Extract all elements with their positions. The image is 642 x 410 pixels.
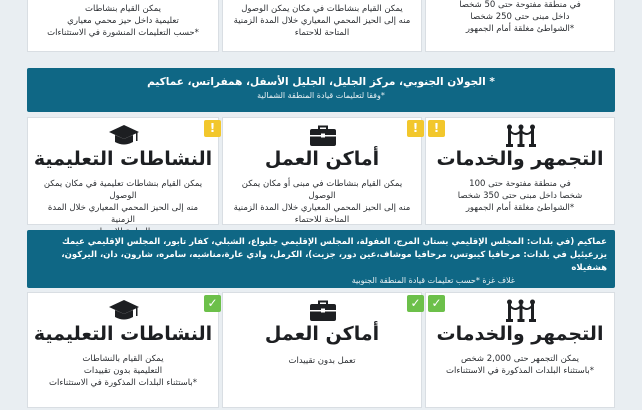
card-workplaces-open [222, 292, 422, 408]
card-education-open-body: يمكن القيام بالنشاطات التعليمية بدون تقييدات *باستثناء البلدات المذكورة في الاستثناءات [48, 354, 198, 388]
card-education [27, 117, 219, 225]
region-banner-center-south-text: عماكيم (في بلدات: المجلس الإقليمي بستان المرج، العفولة، المجلس الإقليمي جلبواع، الشبلي، كفار تابور، المجلس الإقليمي عيمك يزرعيئيل في بلدات: مرحافيا كيبوتس، مرحافيا موشاف،عين دور، جزيت)، الكرمل، وادي عارة،مناشيه، سامره، شارون، دان، اليركون، هشفيلاه [61, 237, 607, 273]
region-banner-north-note: *وفقا لتعليمات قيادة المنطقة الشمالية [257, 91, 385, 100]
region-banner-north-text: * الجولان الجنوبي، مركز الجليل، الجليل الأسفل، همفراتس، عماكيم [147, 76, 495, 88]
check-badge-icon: ✓ [204, 295, 221, 312]
card-crowds-services-title: التجمهر والخدمات [436, 148, 604, 170]
region-banner-center-south [27, 230, 615, 288]
card-workplaces-open-title: أماكن العمل [264, 323, 380, 345]
card-crowds-services-open-title: التجمهر والخدمات [436, 323, 604, 345]
warning-badge-icon: ! [428, 120, 445, 137]
card-workplaces-open-body: تعمل بدون تقييدات [288, 356, 356, 366]
top-card-work-body: يمكن القيام بنشاطات في مكان يمكن الوصول منه إلى الحيز المحمي المعياري خلال المدة الزمنية المتاحة للاحتماء [233, 4, 411, 38]
top-card-work [222, 0, 422, 52]
briefcase-icon [309, 300, 337, 322]
stanchion-rope-icon [505, 299, 537, 323]
card-crowds-services-open-body: يمكن التجمهر حتى 2,000 شخص *باستثناء البلدات المذكورة في الاستثناءات [445, 354, 595, 376]
top-card-education [27, 0, 219, 52]
top-card-crowds [425, 0, 615, 52]
region-banner-north [27, 68, 615, 112]
card-crowds-services [425, 117, 615, 225]
warning-badge-icon: ! [204, 120, 221, 137]
card-workplaces [222, 117, 422, 225]
top-card-education-body: يمكن القيام بنشاطات تعليمية داخل حيز محمي معياري *حسب التعليمات المنشورة في الاستثناءات [47, 4, 199, 38]
check-badge-icon: ✓ [407, 295, 424, 312]
card-education-open-title: النشاطات التعليمية [33, 323, 213, 345]
top-card-crowds-body: في منطقة مفتوحة حتى 50 شخصا داخل مبنى حتى 250 شخصا *الشواطئ مغلقة أمام الجمهور [459, 0, 581, 34]
card-education-title: النشاطات التعليمية [33, 148, 213, 170]
card-workplaces-title: أماكن العمل [264, 148, 380, 170]
card-crowds-services-body: في منطقة مفتوحة حتى 100 شخصا داخل مبنى حتى 350 شخصا *الشواطئ مغلقة أمام الجمهور [457, 179, 583, 213]
card-workplaces-body: يمكن القيام بنشاطات في مبنى أو مكان يمكن الوصول منه إلى الحيز المحمي المعياري خلال المدة الزمنية المتاحة للاحتماء [233, 179, 411, 225]
warning-badge-icon: ! [407, 120, 424, 137]
graduation-cap-icon [108, 124, 140, 148]
stanchion-rope-icon [505, 124, 537, 148]
region-banner-center-south-note: غلاف غزة *حسب تعليمات قيادة المنطقة الجنوبية [351, 276, 515, 285]
check-badge-icon: ✓ [428, 295, 445, 312]
graduation-cap-icon [108, 299, 140, 323]
briefcase-icon [309, 125, 337, 147]
card-crowds-services-open [425, 292, 615, 408]
card-education-open [27, 292, 219, 408]
card-education-body: يمكن القيام بنشاطات تعليمية في مكان يمكن الوصول منه إلى الحيز المحمي المعياري خلال المدة الزمنية [43, 179, 203, 225]
